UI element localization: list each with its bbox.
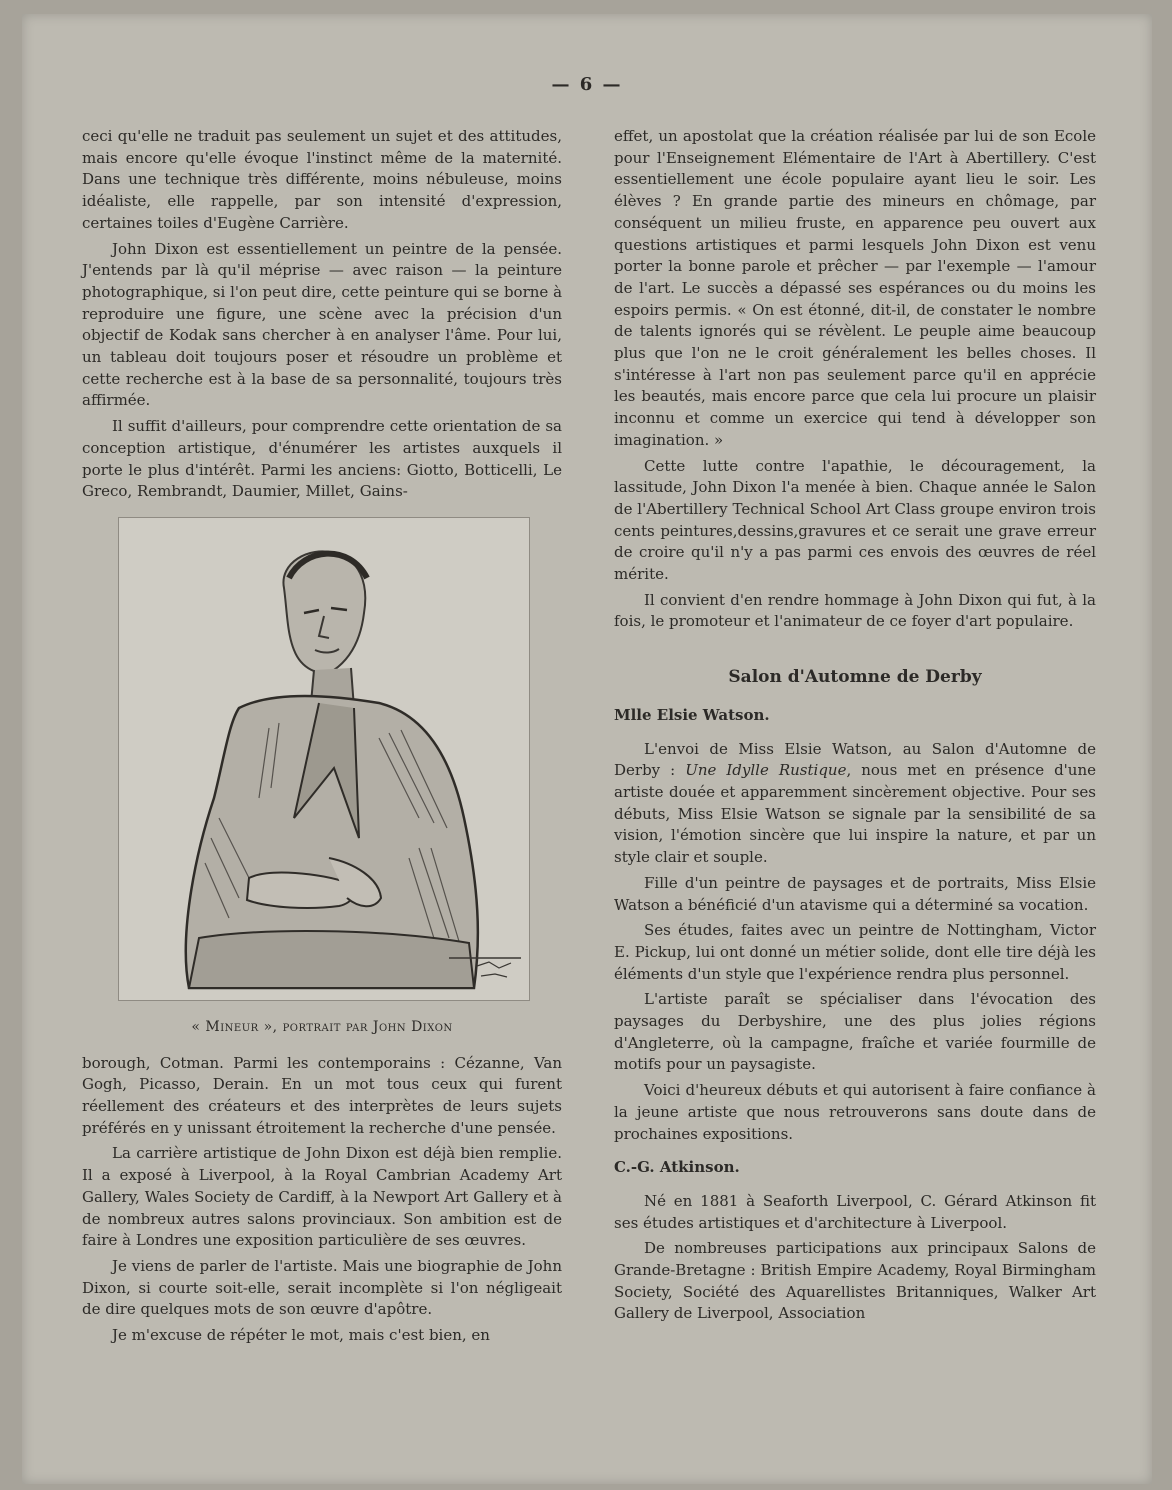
paragraph: Cette lutte contre l'apathie, le découragement, la lassitude, John Dixon l'a menée à bien. Chaque année le Salon de l'Abertillery Technical School Art Class groupe environ trois cents peintures,dessins,gravures et ce serait une grave erreur de croire qu'il n'y a pas parmi ces envois des œuvres de réel mérite. xyxy=(614,456,1096,584)
paragraph xyxy=(614,739,1096,869)
paragraph: Fille d'un peintre de paysages et de portraits, Miss Elsie Watson a bénéficié d'un atavisme qui a déterminé sa vocation. xyxy=(614,873,1096,914)
left-column xyxy=(82,126,562,1351)
paragraph: La carrière artistique de John Dixon est déjà bien remplie. Il a exposé à Liverpool, à la Royal Cambrian Academy Art Gallery, Wales Society de Cardiff, à la Newport Art Gallery et à de nombreux autres salons provinciaux. Son ambition est de faire à Londres une exposition particulière de ses œuvres. xyxy=(82,1144,562,1250)
paragraph: Je m'excuse de répéter le mot, mais c'est bien, en xyxy=(112,1326,490,1345)
paragraph: ceci qu'elle ne traduit pas seulement un sujet et des attitudes, mais encore qu'elle évoque l'instinct même de la maternité. Dans une technique très différente, moins nébuleuse, moins idéaliste, elle rappelle, par son intensité d'expression, certaines toiles d'Eugène Carrière. xyxy=(82,127,562,232)
paragraph: John Dixon est essentiellement un peintre de la pensée. J'entends par là qu'il méprise — avec raison — la peinture photographique, si l'on peut dire, cette peinture qui se borne à reproduire une figure, une scène avec la précision d'un objectif de Kodak sans chercher à en analyser l'âme. Pour lui, un tableau doit toujours poser et résoudre un problème et cette recherche est à la base de sa personnalité, toujours très affirmée. xyxy=(82,239,563,410)
paragraph: Né en 1881 à Seaforth Liverpool, C. Gérard Atkinson fit ses études artistiques et d'architecture à Liverpool. xyxy=(614,1191,1096,1232)
figure-caption: « Mineur », portrait par John Dixon xyxy=(191,1018,453,1035)
journal-page xyxy=(22,14,1152,1484)
paragraph: L'artiste paraît se spécialiser dans l'évocation des paysages du Derbyshire, une des plus jolies régions d'Angleterre, où la campagne, fraîche et variée fourmille de motifs pour un paysagiste. xyxy=(614,990,1096,1074)
paragraph: Ses études, faites avec un peintre de Nottingham, Victor E. Pickup, lui ont donné un métier solide, dont elle tire déjà les éléments d'un style que l'expérience rendra plus personnel. xyxy=(614,921,1096,983)
portrait-sketch-image xyxy=(118,517,530,1001)
paragraph: Je viens de parler de l'artiste. Mais une biographie de John Dixon, si courte soit-elle, serait incomplète si l'on négligeait de dire quelques mots de son œuvre d'apôtre. xyxy=(82,1256,562,1319)
paragraph: De nombreuses participations aux principaux Salons de Grande-Bretagne : British Empire Academy, Royal Birmingham Society, Société des Aquarellistes Britanniques, Walker Art Gallery de Liverpool, Association xyxy=(614,1239,1096,1323)
text-run: L'envoi de Miss Elsie Watson, au Salon d'Automne de Derby : xyxy=(614,739,1096,780)
paragraph: Il suffit d'ailleurs, pour comprendre cette orientation de sa conception artistique, d'énumérer les artistes auxquels il porte le plus d'intérêt. Parmi les anciens: Giotto, Botticelli, Le Greco, Rembrandt, Daumier, Millet, Gains- xyxy=(82,417,562,501)
paragraph: Voici d'heureux débuts et qui autorisent à faire confiance à la jeune artiste que nous retrouverons sans doute dans de prochaines expositions. xyxy=(614,1081,1096,1143)
paragraph: borough, Cotman. Parmi les contemporains : Cézanne, Van Gogh, Picasso, Derain. En un mot tous ceux qui furent réellement des créateurs et des interprètes de leurs sujets préférés en y unissant étroitement la recherche d'une pensée. xyxy=(82,1053,562,1137)
text-run: , nous met en présence d'une artiste douée et apparemment sincèrement objective. Pour ses débuts, Miss Elsie Watson se signale par la sensibilité de sa vision, l'émotion sincère que lui inspire la nature, et par un style clair et souple. xyxy=(614,761,1096,867)
page-number: — 6 — xyxy=(551,74,623,95)
figure xyxy=(82,517,562,1039)
right-column xyxy=(614,126,1096,1329)
miner-portrait-drawing xyxy=(119,518,529,1000)
artist-heading-watson: Mlle Elsie Watson. xyxy=(614,705,770,724)
artist-heading-atkinson: C.-G. Atkinson. xyxy=(614,1158,740,1177)
paragraph: Il convient d'en rendre hommage à John Dixon qui fut, à la fois, le promoteur et l'animateur de ce foyer d'art populaire. xyxy=(614,590,1096,631)
paragraph: effet, un apostolat que la création réalisée par lui de son Ecole pour l'Enseignement Elémentaire de l'Art à Abertillery. C'est essentiellement une école populaire ayant lieu le soir. Les élèves ? En grande partie des mineurs en chômage, par conséquent un milieu fruste, en apparence peu ouvert aux questions artistiques et parmi lesquels John Dixon est venu porter la bonne parole et prêcher — par l'exemple — l'amour de l'art. Le succès a dépassé ses espérances ou du moins les espoirs permis. « On est étonné, dit-il, de constater le nombre de talents ignorés qui se révèlent. Le peuple aime beaucoup plus que l'on ne le croit généralement les belles choses. Il s'intéresse à l'art non pas seulement parce qu'il en apprécie les beautés, mais encore parce que cela lui procure un plaisir inconnu et comme un exercice qui tend à développer son imagination. » xyxy=(614,127,1096,449)
artwork-title: Une Idylle Rustique xyxy=(685,761,847,780)
section-title: Salon d'Automne de Derby xyxy=(728,667,982,688)
